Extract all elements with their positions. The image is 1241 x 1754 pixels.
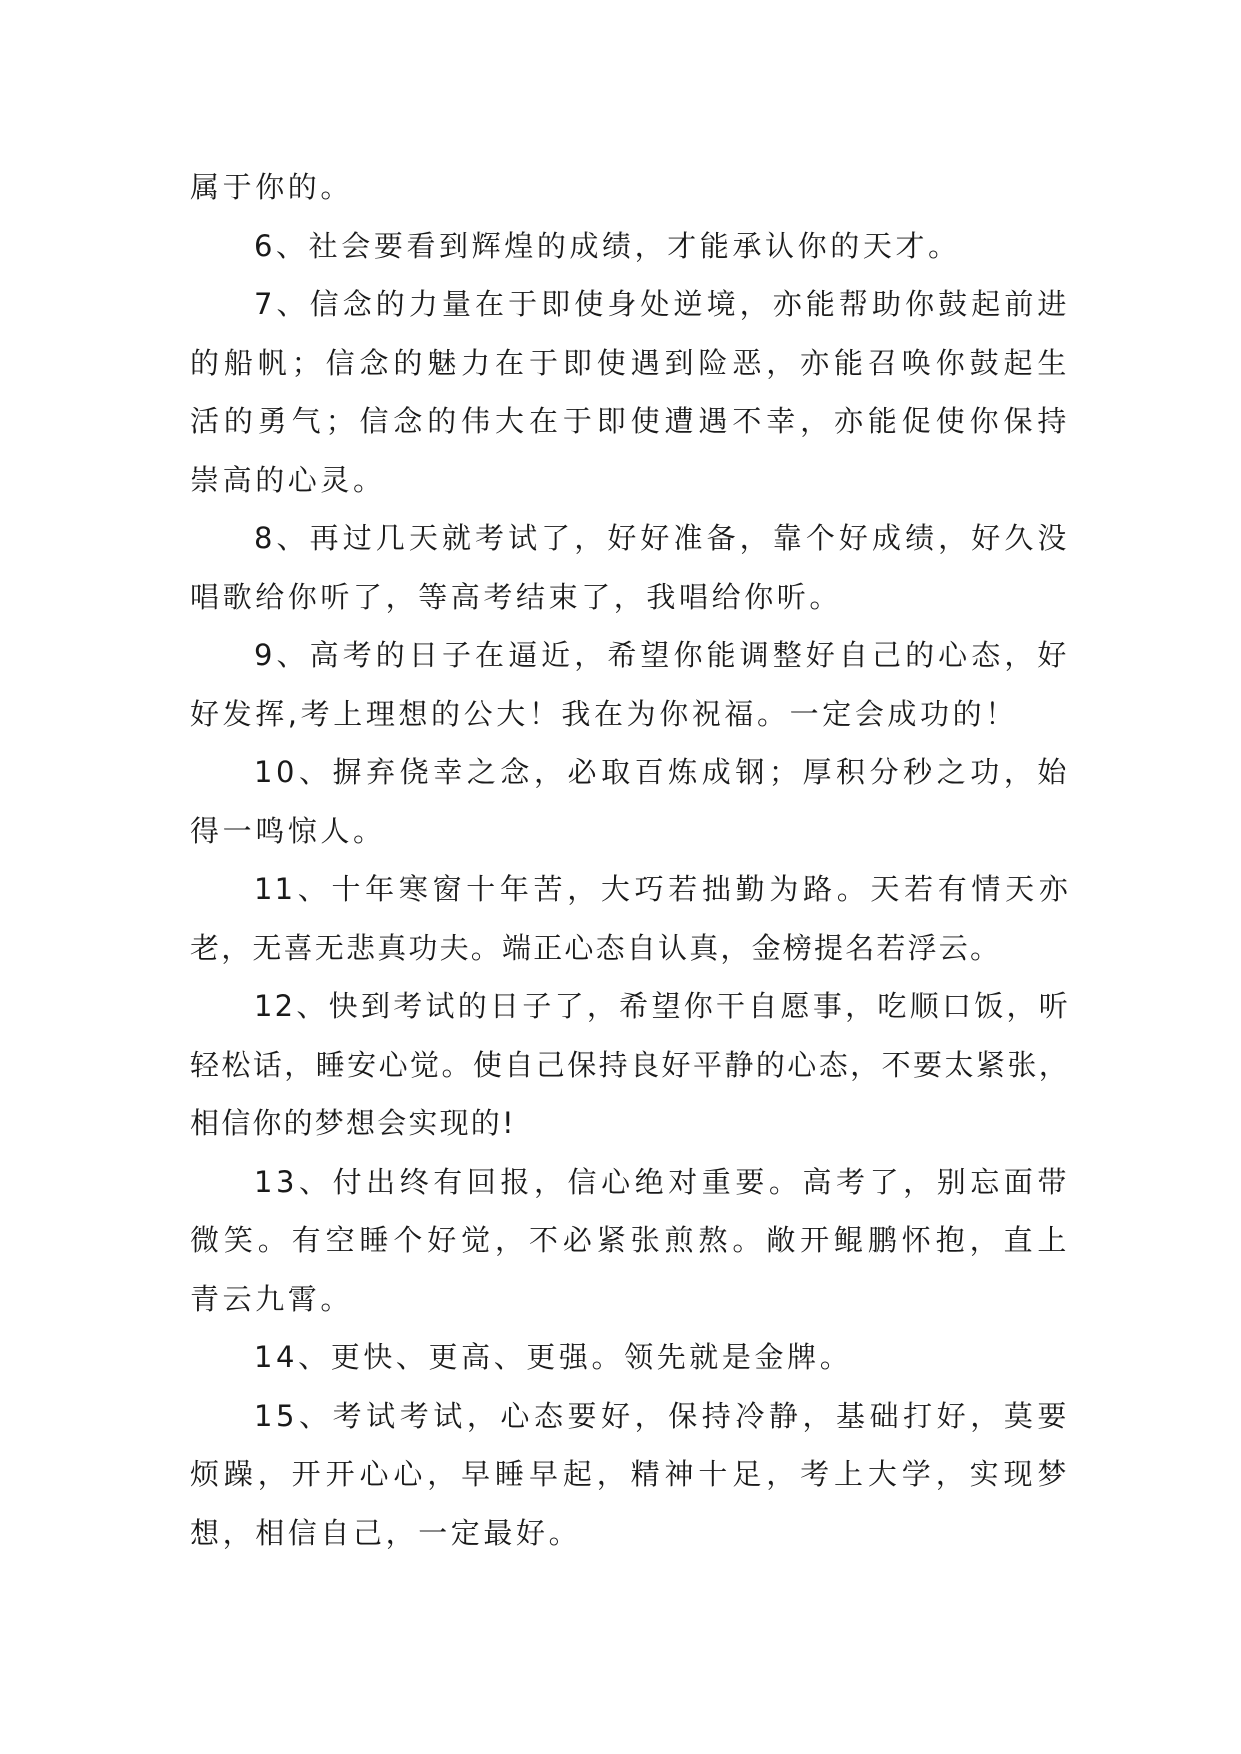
paragraph-item-9: 9、高考的日子在逼近，希望你能调整好自己的心态，好好发挥,考上理想的公大！我在为你祝福。一定会成功的！ [190,638,1070,731]
paragraph-item-15: 15、考试考试，心态要好，保持冷静，基础打好，莫要烦躁，开开心心，早睡早起，精神十足，考上大学，实现梦想，相信自己，一定最好。 [190,1398,1070,1550]
paragraph-item-14: 14、更快、更高、更强。领先就是金牌。 [254,1340,853,1374]
paragraph-item-12: 12、快到考试的日子了，希望你干自愿事，吃顺口饭，听轻松话，睡安心觉。使自己保持良好平静的心态，不要太紧张，相信你的梦想会实现的! [190,989,1070,1140]
paragraph-item-6: 6、社会要看到辉煌的成绩，才能承认你的天才。 [254,228,961,263]
paragraph-item-10: 10、摒弃侥幸之念，必取百炼成钢；厚积分秒之功，始得一鸣惊人。 [190,755,1070,848]
paragraph-continuation: 属于你的。 [190,170,354,204]
document-body [190,158,1070,1562]
paragraph-item-7: 7、信念的力量在于即使身处逆境，亦能帮助你鼓起前进的船帆；信念的魅力在于即使遇到险恶，亦能召唤你鼓起生活的勇气；信念的伟大在于即使遭遇不幸，亦能促使你保持崇高的心灵。 [190,287,1070,497]
paragraph-item-11: 11、十年寒窗十年苦，大巧若拙勤为路。天若有情天亦老，无喜无悲真功夫。端正心态自认真，金榜提名若浮云。 [190,872,1070,965]
paragraph-item-13: 13、付出终有回报，信心绝对重要。高考了，别忘面带微笑。有空睡个好觉，不必紧张煎熬。敞开鲲鹏怀抱，直上青云九霄。 [190,1164,1070,1316]
paragraph-item-8: 8、再过几天就考试了，好好准备，靠个好成绩，好久没唱歌给你听了，等高考结束了，我唱给你听。 [190,521,1070,614]
